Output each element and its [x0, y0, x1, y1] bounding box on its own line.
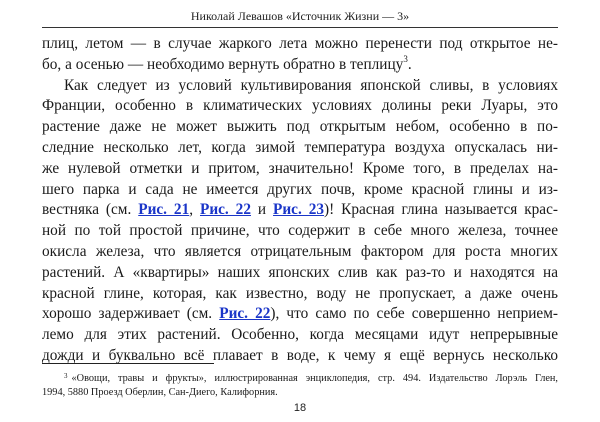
text-line [42, 304, 558, 325]
text-line: же нулевой отметки и притом, значительно! Кроме того, в пределах на- [42, 159, 558, 177]
figure-link-23[interactable]: Рис. 23 [273, 201, 325, 219]
text-line: следние несколько лет, когда зимой температура воздуха опускалась ни- [42, 138, 558, 156]
text-line [42, 55, 558, 76]
text-segment: . [407, 55, 412, 73]
text-line: растение даже не может выжить под открытым небом, особенно в по- [42, 118, 558, 136]
figure-link-21[interactable]: Рис. 21 [138, 201, 190, 219]
text-segment: бо, а осенью — необходимо вернуть обратно в теплицу [42, 55, 404, 73]
text-line [42, 200, 558, 221]
text-line: окисла железа, что является отрицательным фактором для роста многих [42, 242, 558, 260]
body-text [42, 34, 558, 367]
text-line: красной глине, которая, как известно, воду не пропускает, а даже очень [42, 284, 558, 302]
footnote-divider [42, 363, 214, 364]
text-segment: и [250, 201, 274, 219]
text-line: ной по той простой причине, что содержит в себе много железа, точнее [42, 222, 558, 240]
text-line: растений. А «квартиры» наших японских слив как раз-то и находятся на [42, 263, 558, 281]
text-segment: , [189, 201, 200, 219]
text-line: дожди и буквально всё плавает в воде, к чему я ещё вернусь несколько [42, 346, 558, 364]
text-line: Франции, особенно в климатических условиях долины реки Луары, это [42, 97, 558, 115]
text-line: плиц, летом — в случае жаркого лета можно перенести под открытое не- [42, 35, 558, 52]
footnote [42, 372, 558, 399]
text-line: шего парка и сада не имеется других почв, кроме красной глины и из- [42, 180, 558, 198]
text-segment: ), что само по себе совершенно неприем- [270, 305, 558, 323]
text-line: Как следует из условий культивирования японской сливы, в условиях [64, 76, 558, 94]
text-segment: вестняка (см. [42, 201, 139, 219]
running-header: Николай Левашов «Источник Жизни — 3» [190, 9, 410, 23]
text-segment: )! Красная глина называется крас- [324, 201, 558, 219]
figure-link-22[interactable]: Рис. 22 [219, 305, 271, 323]
footnote-mark: 3 [64, 372, 68, 380]
page-number: 18 [293, 402, 307, 414]
text-segment: хорошо задерживает (см. [42, 305, 220, 323]
footnote-reference[interactable]: 3 [403, 53, 408, 64]
footnote-line [42, 372, 558, 386]
footnote-line: 1994, 5880 Проезд Оберлин, Сан-Диего, Калифорния. [42, 386, 278, 398]
header-divider [42, 27, 558, 28]
text-line: лемо для этих растений. Особенно, когда месяцами идут непрерывные [42, 326, 558, 344]
footnote-text: «Овощи, травы и фрукты», иллюстрированная энциклопедия, стр. 494. Издательство Лорэль Глен, [71, 373, 558, 384]
figure-link-22[interactable]: Рис. 22 [199, 201, 251, 219]
